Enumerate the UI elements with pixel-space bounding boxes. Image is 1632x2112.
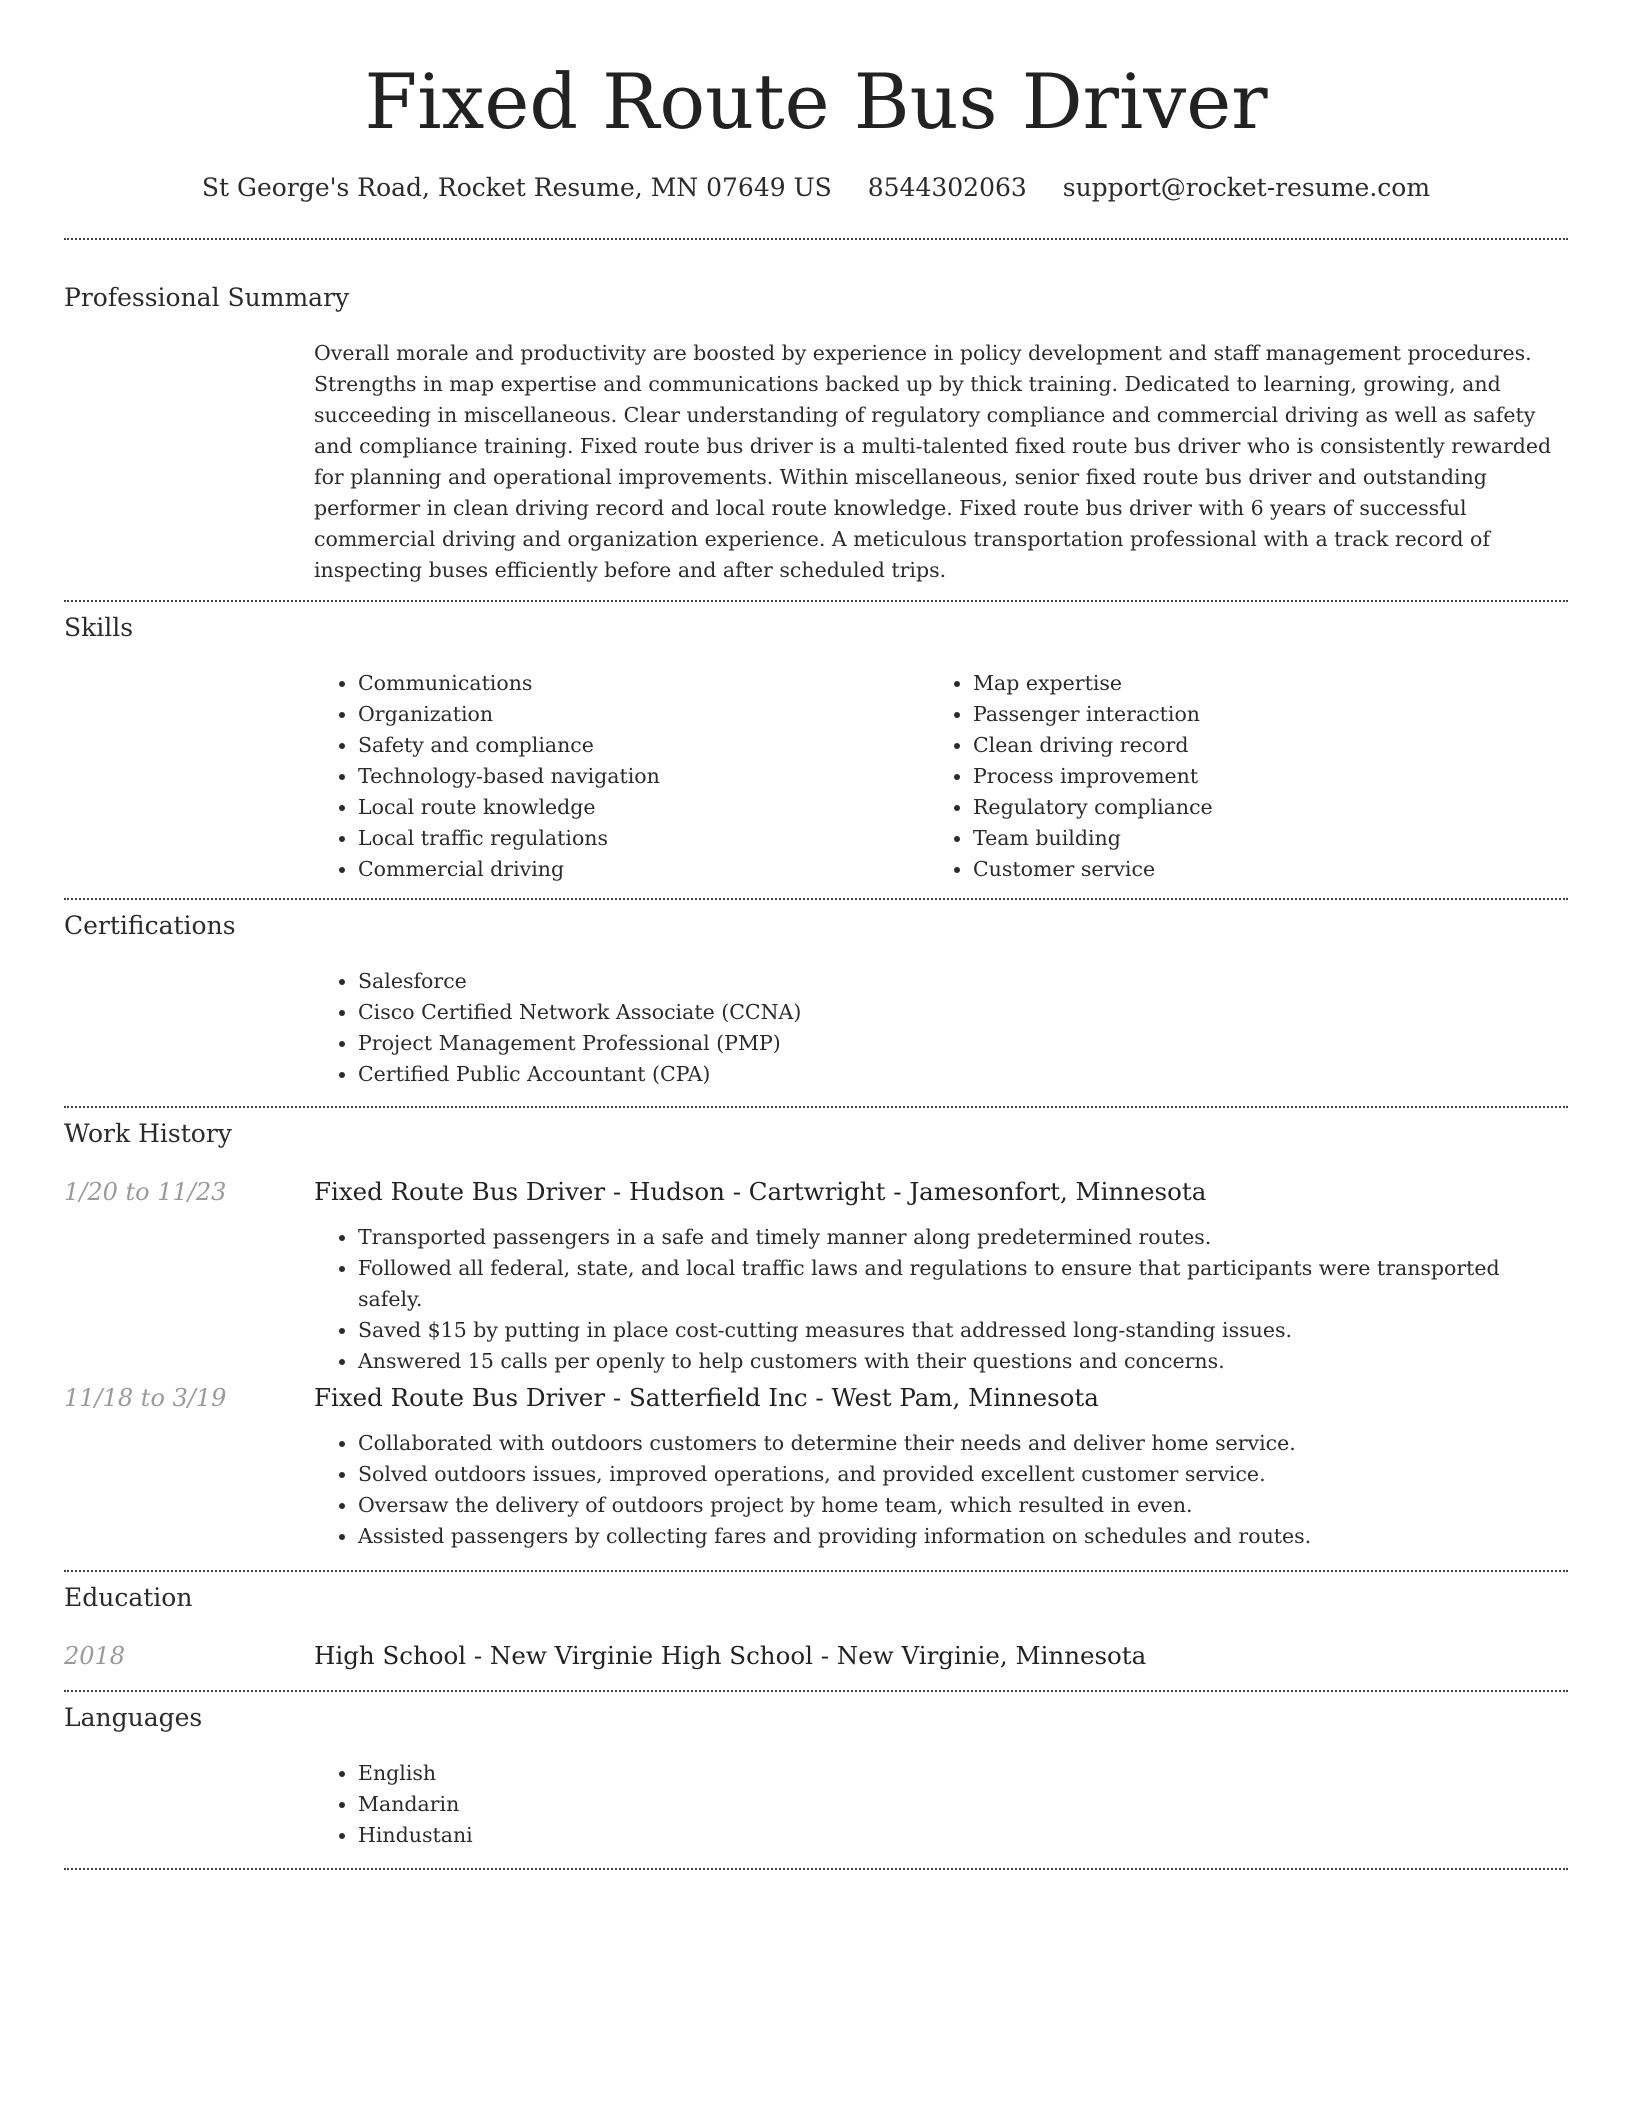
section-title-languages: Languages — [64, 1703, 203, 1732]
section-title-skills: Skills — [64, 613, 134, 642]
divider — [64, 600, 1568, 602]
skill-item: • Organization — [358, 699, 929, 730]
section-title-education: Education — [64, 1583, 193, 1612]
job-dates: 11/18 to 3/19 — [64, 1384, 227, 1412]
section-title-summary: Professional Summary — [64, 283, 350, 312]
section-title-work-history: Work History — [64, 1119, 232, 1148]
skill-item: • Passenger interaction — [973, 699, 1544, 730]
skill-item: • Technology-based navigation — [358, 761, 929, 792]
skill-item: • Commercial driving — [358, 854, 929, 885]
skill-item: • Customer service — [973, 854, 1544, 885]
certifications-block — [314, 966, 1570, 1090]
summary-text: Overall morale and productivity are boosted by experience in policy development and staff management procedures. Strengths in map expertise and communications backed up by thick training. Dedicated to learning, growing, and succeeding in miscellaneous. Clear understanding of regulatory compliance and commercial driving as well as safety and compliance training. Fixed route bus driver is a multi-talented fixed route bus driver who is consistently rewarded for planning and operational improvements. Within miscellaneous, senior fixed route bus driver and outstanding performer in clean driving record and local route knowledge. Fixed route bus driver with 6 years of successful commercial driving and organization experience. A meticulous transportation professional with a track record of inspecting buses efficiently before and after scheduled trips. — [314, 341, 1552, 582]
candidate-name: Fixed Route Bus Driver — [364, 57, 1268, 146]
education-year: 2018 — [64, 1642, 126, 1670]
education-heading: High School - New Virginie High School - New Virginie, Minnesota — [314, 1641, 1147, 1670]
skills-column-left — [314, 668, 929, 885]
contact-line — [0, 168, 1632, 208]
skills-block — [314, 668, 1570, 885]
job-bullet: • Answered 15 calls per openly to help customers with their questions and concerns. — [358, 1346, 1570, 1377]
skill-item: • Regulatory compliance — [973, 792, 1544, 823]
job-bullet: • Solved outdoors issues, improved operations, and provided excellent customer service. — [358, 1459, 1570, 1490]
job-bullet: • Collaborated with outdoors customers to determine their needs and deliver home service. — [358, 1428, 1570, 1459]
job-bullet: • Saved $15 by putting in place cost-cutting measures that addressed long-standing issues. — [358, 1315, 1570, 1346]
skill-item: • Safety and compliance — [358, 730, 929, 761]
certification-item: • Cisco Certified Network Associate (CCNA) — [358, 997, 1570, 1028]
skill-item: • Clean driving record — [973, 730, 1544, 761]
language-item: • English — [358, 1758, 1570, 1789]
contact-phone: 8544302063 — [867, 173, 1027, 202]
job-heading: Fixed Route Bus Driver - Satterfield Inc - West Pam, Minnesota — [314, 1383, 1099, 1412]
language-item: • Hindustani — [358, 1820, 1570, 1851]
summary-block — [314, 338, 1570, 586]
divider — [64, 1868, 1568, 1870]
divider — [64, 898, 1568, 900]
job-bullet: • Transported passengers in a safe and timely manner along predetermined routes. — [358, 1222, 1570, 1253]
skill-item: • Team building — [973, 823, 1544, 854]
skill-item: • Map expertise — [973, 668, 1544, 699]
skill-item: • Communications — [358, 668, 929, 699]
divider — [64, 1106, 1568, 1108]
job-heading: Fixed Route Bus Driver - Hudson - Cartwright - Jamesonfort, Minnesota — [314, 1177, 1207, 1206]
certification-item: • Certified Public Accountant (CPA) — [358, 1059, 1570, 1090]
skills-column-right — [929, 668, 1544, 885]
language-item: • Mandarin — [358, 1789, 1570, 1820]
job-bullet: • Followed all federal, state, and local traffic laws and regulations to ensure that participants were transported safely. — [358, 1253, 1570, 1315]
divider — [64, 238, 1568, 240]
certification-item: • Project Management Professional (PMP) — [358, 1028, 1570, 1059]
divider — [64, 1690, 1568, 1692]
skill-item: • Local traffic regulations — [358, 823, 929, 854]
divider — [64, 1570, 1568, 1572]
job-bullets — [314, 1428, 1570, 1552]
skill-item: • Process improvement — [973, 761, 1544, 792]
certification-item: • Salesforce — [358, 966, 1570, 997]
job-bullet: • Oversaw the delivery of outdoors project by home team, which resulted in even. — [358, 1490, 1570, 1521]
languages-block — [314, 1758, 1570, 1851]
contact-email: support@rocket-resume.com — [1062, 173, 1431, 202]
skills-grid — [314, 668, 1570, 885]
job-bullet: • Assisted passengers by collecting fares and providing information on schedules and routes. — [358, 1521, 1570, 1552]
contact-address: St George's Road, Rocket Resume, MN 07649 US — [201, 173, 832, 202]
skill-item: • Local route knowledge — [358, 792, 929, 823]
job-bullets — [314, 1222, 1570, 1377]
job-dates: 1/20 to 11/23 — [64, 1178, 227, 1206]
section-title-certifications: Certifications — [64, 911, 236, 940]
